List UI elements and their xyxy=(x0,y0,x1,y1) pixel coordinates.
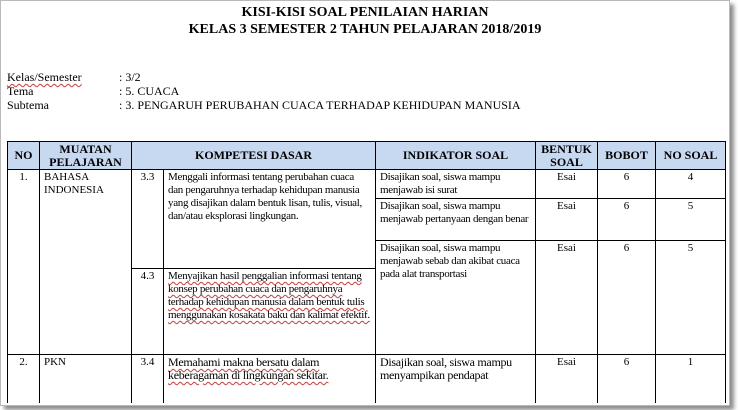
header-no-soal: NO SOAL xyxy=(656,142,726,170)
table-row xyxy=(8,170,726,199)
header-muatan: MUATAN PELAJARAN xyxy=(40,142,132,170)
row1-kd-a-text: Menggali informasi tentang perubahan cuaca dan pengaruhnya terhadap kehidupan manusia yang disajikan dalam bentuk lisan, tulis, visual, dan/atau eksplorasi lingkungan. xyxy=(164,170,376,269)
row1-bentuk-3: Esai xyxy=(536,241,598,355)
kelas-label: Kelas/Semester xyxy=(7,70,82,84)
row1-kd-b-number: 4.3 xyxy=(132,269,164,355)
row2-nosoal: 1 xyxy=(656,355,726,403)
kelas-value: : 3/2 xyxy=(119,70,141,84)
document-title: KISI-KISI SOAL PENILAIAN HARIAN xyxy=(241,5,489,20)
kisi-kisi-table xyxy=(7,141,726,403)
row1-bobot-2: 6 xyxy=(598,199,656,241)
row2-kd-number: 3.4 xyxy=(132,355,164,403)
row1-bentuk-1: Esai xyxy=(536,170,598,199)
row1-kd-b-text: Menyajikan hasil penggalian informasi tentang konsep perubahan cuaca dan pengaruhnya terhadap kehidupan manusia dalam bentuk tulis menggunakan kosakata baku dan kalimat efektif. xyxy=(164,269,376,355)
row1-indikator-2: Disajikan soal, siswa mampu menjawab pertanyaan dengan benar xyxy=(376,199,536,241)
header-bentuk: BENTUK SOAL xyxy=(536,142,598,170)
row1-kd-a-number: 3.3 xyxy=(132,170,164,269)
row1-bobot-1: 6 xyxy=(598,170,656,199)
row1-no: 1. xyxy=(8,170,40,355)
row1-nosoal-1: 4 xyxy=(656,170,726,199)
row1-indikator-1: Disajikan soal, siswa mampu menjawab isi surat xyxy=(376,170,536,199)
tema-value: : 5. CUACA xyxy=(119,84,180,98)
row1-indikator-3: Disajikan soal, siswa mampu menjawab sebab dan akibat cuaca pada alat transportasi xyxy=(376,241,536,355)
row2-muatan: PKN xyxy=(40,355,132,403)
row1-muatan: BAHASA INDONESIA xyxy=(40,170,132,355)
header-bobot: BOBOT xyxy=(598,142,656,170)
row1-nosoal-3: 5 xyxy=(656,241,726,355)
table-row xyxy=(8,355,726,403)
row1-bentuk-2: Esai xyxy=(536,199,598,241)
row2-no: 2. xyxy=(8,355,40,403)
row1-nosoal-2: 5 xyxy=(656,199,726,241)
row2-bobot: 6 xyxy=(598,355,656,403)
subtema-value: : 3. PENGARUH PERUBAHAN CUACA TERHADAP KEHIDUPAN MANUSIA xyxy=(119,98,521,112)
table-header-row xyxy=(8,142,726,170)
header-kompetensi-dasar: KOMPETESI DASAR xyxy=(132,142,376,170)
tema-label: Tema xyxy=(7,84,34,98)
document-subtitle: KELAS 3 SEMESTER 2 TAHUN PELAJARAN 2018/2019 xyxy=(188,22,542,37)
header-no: NO xyxy=(8,142,40,170)
row2-indikator: Disajikan soal, siswa mampu menyampikan pendapat xyxy=(376,355,536,403)
row2-bentuk: Esai xyxy=(536,355,598,403)
row1-bobot-3: 6 xyxy=(598,241,656,355)
subtema-label: Subtema xyxy=(7,98,49,112)
row2-kd-text: Memahami makna bersatu dalam keberagaman di lingkungan sekitar. xyxy=(164,355,376,403)
header-indikator: INDIKATOR SOAL xyxy=(376,142,536,170)
